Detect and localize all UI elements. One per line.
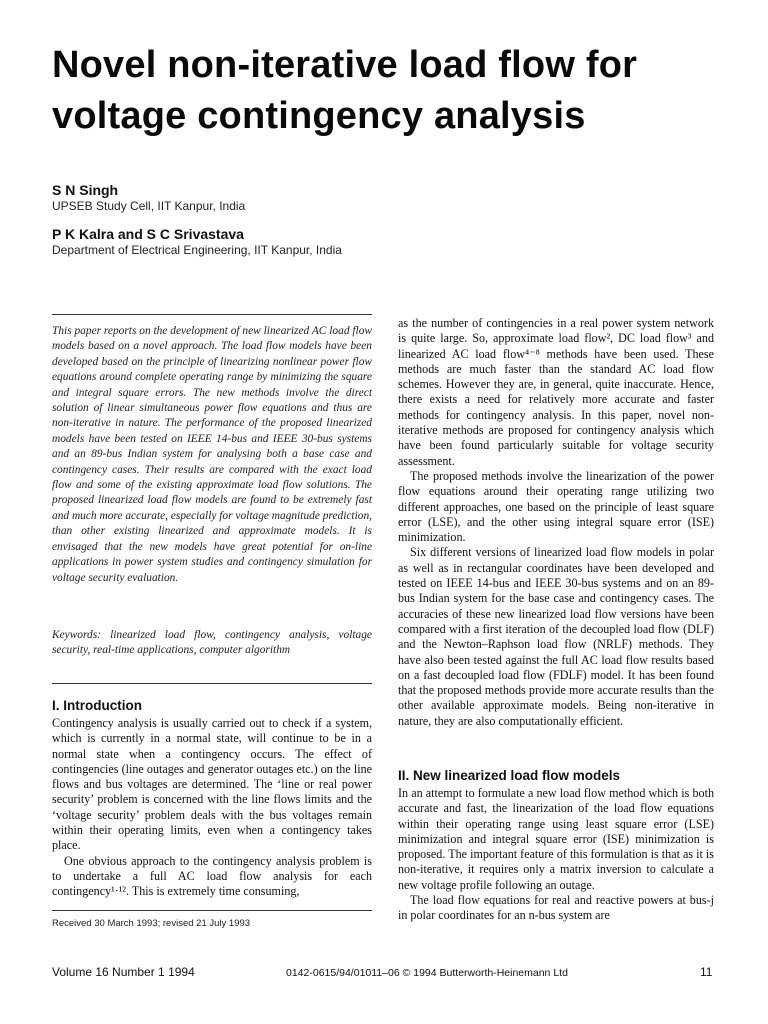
section-1-heading: I. Introduction [52,698,142,713]
section-1-paragraph: Contingency analysis is usually carried out to check if a system, which is currently in a normal state, will continue to be in a normal state when a contingency occurs. The effect of contingencies (line outages and generator outages etc.) on the line flows and bus voltages are determined. The ‘line or real power security’ problem is concerned with the line flows limits and the ‘voltage security’ problem deals with the bus voltages remain within their operating limits, even when a contingency takes place. [52,716,372,853]
paper-title [52,40,732,142]
footer-volume: Volume 16 Number 1 1994 [52,965,195,979]
section-1-paragraph: One obvious approach to the contingency analysis problem is to undertake a full AC load flow analysis for each contingency¹·¹². This is extremely time consuming, [52,853,372,899]
abstract-bottom-rule [52,683,372,684]
author-1-affiliation: UPSEB Study Cell, IIT Kanpur, India [52,199,246,213]
right-paragraph: as the number of contingencies in a real power system network is quite large. So, approximate load flow², DC load flow³ and linearized AC load flow⁴⁻⁸ methods have been used. These methods are much faster than the standard AC load flow schemes. However they are, in general, quite inaccurate. Hence, there exists a need for relatively more accurate and faster methods for contingency analysis. In this paper, novel non-iterative methods are proposed for contingency analysis which have been found particularly suitable for voltage security assessment. [398,316,714,468]
abstract-top-rule [52,314,372,315]
title-line-2: voltage contingency analysis [52,95,586,137]
author-2-affiliation: Department of Electrical Engineering, IIT Kanpur, India [52,243,342,257]
footer-code: 0142-0615/94/01011–06 © 1994 Butterworth-Heinemann Ltd [286,967,568,979]
section-2-paragraph: In an attempt to formulate a new load flow method which is both accurate and fast, the linearization of the load flow equations within their operating range using least square error (LSE) minimization and integral square error (ISE) minimization is proposed. The important feature of this formulation is that as it is non-iterative, it requires only a matrix inversion to calculate a new voltage profile following an outage. [398,786,714,892]
section-2-heading: II. New linearized load flow models [398,768,621,783]
keywords: Keywords: linearized load flow, contingency analysis, voltage security, real-time applications, computer algorithm [52,629,372,657]
section-1-body [52,716,372,900]
right-paragraph: Six different versions of linearized load flow models in polar as well as in rectangular coordinates have been developed and tested on IEEE 14-bus and IEEE 30-bus systems and on an 89-bus Indian system for the base case and contingency cases. The accuracies of these new linearized load flow versions have been compared with a first iteration of the decoupled load flow (DLF) and the Newton–Raphson load flow (NRLF) methods. They have also been tested against the full AC load flow results based on a fast decoupled load flow (FDLF) model. It has been found that the proposed methods provide more accurate results than the other available approximate models. Being non-iterative in nature, they are also computationally efficient. [398,545,714,728]
section-2-body [398,786,714,924]
section-2-paragraph: The load flow equations for real and reactive powers at bus-j in polar coordinates for an n-bus system are [398,893,714,923]
abstract: This paper reports on the development of new linearized AC load flow models based on a novel approach. The load flow models have been developed based on the principle of linearizing nonlinear power flow equations around complete operating range by minimizing the square and integral square errors. The new methods involve the direct solution of linear simultaneous power flow equations and thus are non-iterative in nature. The performance of the proposed linearized models have been tested on IEEE 14-bus and IEEE 30-bus systems and an 89-bus Indian system for analysing both a base case and contingency cases. Their results are compared with the exact load flow and some of the existing approximate load flow solutions. The proposed linearized load flow models are found to be extremely fast and much more accurate, especially for voltage magnitude prediction, than other existing linearized and approximate models. It is envisaged that the new models have great potential for on-line applications in power system studies and contingency simulation for voltage security evaluation. [52,325,372,584]
author-1-name: S N Singh [52,182,119,198]
received-rule [52,910,372,911]
right-paragraph: The proposed methods involve the linearization of the power flow equations around their operating range utilizing two different approaches, one based on the principle of least square error (LSE), and the other using integral square error (ISE) minimization. [398,468,714,545]
page-number: 11 [700,965,713,979]
author-2-name: P K Kalra and S C Srivastava [52,226,244,242]
received-date: Received 30 March 1993; revised 21 July 1993 [52,918,251,929]
right-column-body [398,316,714,729]
title-line-1: Novel non-iterative load flow for [52,44,638,86]
